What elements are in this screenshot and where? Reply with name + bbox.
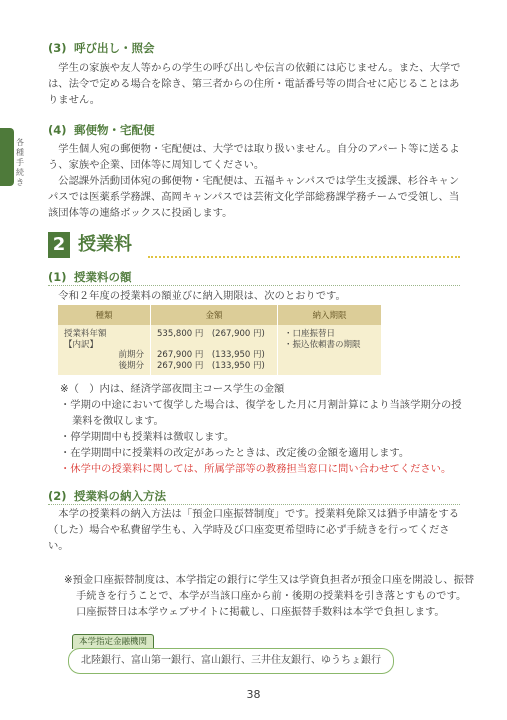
deadline-transfer: ・口座振替日 <box>284 329 336 339</box>
heading-amount-title: 授業料の額 <box>74 270 132 284</box>
amount-intro: 令和２年度の授業料の額並びに納入期限は、次のとおりです。 <box>58 290 346 302</box>
side-tab <box>0 128 14 186</box>
fee-type-cell <box>58 325 151 375</box>
side-tab-label: 各種手続き <box>16 138 24 187</box>
heading-method <box>48 488 166 504</box>
fee-amount-cell <box>151 325 278 375</box>
header-deadline: 納入期限 <box>278 305 382 325</box>
header-type: 種類 <box>58 305 151 325</box>
section-divider <box>148 256 460 258</box>
note-suspension: ・停学期間中も授業料は徴収します。 <box>60 431 235 443</box>
mail-body-2: 公認課外活動団体宛の郵便物・宅配便は、五福キャンパスでは学生支援課、杉谷キャンパスでは医薬系学務課、高岡キャンパスでは芸術文化学部総務課学務チームで受領し、当該団体等の連絡ボックスに投函します。 <box>48 175 460 219</box>
note-leave-warning: ・休学中の授業料に関しては、所属学部等の教務担当窓口に問い合わせてください。 <box>60 463 452 475</box>
heading-mail <box>48 122 155 138</box>
note-readmission: ・学期の中途において復学した場合は、復学をした月に月割計算により当該学期分の授業料を徴収します。 <box>60 399 462 427</box>
method-body: 本学の授業料の納入方法は「預金口座振替制度」です。授業料免除又は猶予申請をする（した）場合や私費留学生も、入学時及び口座変更希望時に必ず手続きを行ってください。 <box>48 508 460 552</box>
fee-deadline-cell <box>278 325 382 375</box>
section-number-badge: 2 <box>48 232 70 258</box>
heading-call-number: (3) <box>48 41 67 55</box>
call-body: 学生の家族や友人等からの学生の呼び出しや伝言の依頼には応じません。また、大学では、法令で定める場合を除き、第三者からの住所・電話番号等の問合せに応じることはありません。 <box>48 62 461 106</box>
page-number: 38 <box>246 688 261 701</box>
heading-amount-number: (1) <box>48 270 67 284</box>
fee-table-header <box>58 305 382 325</box>
header-amount: 金額 <box>151 305 278 325</box>
heading-mail-number: (4) <box>48 123 67 137</box>
amount-annual: 535,800 円 (267,900 円) <box>157 329 265 339</box>
heading-method-number: (2) <box>48 489 67 503</box>
deadline-invoice: ・振込依頼書の期限 <box>284 339 361 350</box>
bank-label: 本学指定金融機関 <box>72 634 154 649</box>
transfer-memo: ※預金口座振替制度は、本学指定の銀行に学生又は学資負担者が預金口座を開設し、振替手続きを行うことで、本学が当該口座から前・後期の授業料を引き落とすものです。口座振替日は本学ウェブサイトに掲載し、口座振替手数料は本学で負担します。 <box>64 574 475 618</box>
note-revision: ・在学期間中に授業料の改定があったときは、改定後の金額を適用します。 <box>60 447 410 459</box>
heading-method-title: 授業料の納入方法 <box>74 489 167 503</box>
heading-mail-title: 郵便物・宅配便 <box>74 123 155 137</box>
note-evening: ※（ ）内は、経済学部夜間主コース学生の金額 <box>60 383 285 395</box>
fee-type-breakdown: 【内訳】 <box>64 339 99 350</box>
mail-body-1: 学生個人宛の郵便物・宅配便は、大学では取り扱いません。自分のアパート等に送るよう、家族や企業、団体等に周知してください。 <box>48 143 460 171</box>
heading-call <box>48 40 155 56</box>
heading-amount <box>48 269 132 285</box>
heading-call-title: 呼び出し・照会 <box>74 41 155 55</box>
section-title: 授業料 <box>78 234 132 255</box>
fee-table <box>58 305 382 375</box>
amount-first: 267,900 円 (133,950 円) <box>157 350 265 360</box>
fee-notes <box>60 381 464 477</box>
amount-divider <box>48 285 460 286</box>
fee-type-annual: 授業料年額 <box>64 329 107 339</box>
fee-type-second: 後期分 <box>118 360 144 371</box>
fee-type-first: 前期分 <box>118 350 144 360</box>
bank-list: 北陸銀行、富山第一銀行、富山銀行、三井住友銀行、ゆうちょ銀行 <box>68 648 394 674</box>
method-divider <box>48 504 460 505</box>
fee-table-row <box>58 325 382 375</box>
amount-second: 267,900 円 (133,950 円) <box>157 360 265 371</box>
